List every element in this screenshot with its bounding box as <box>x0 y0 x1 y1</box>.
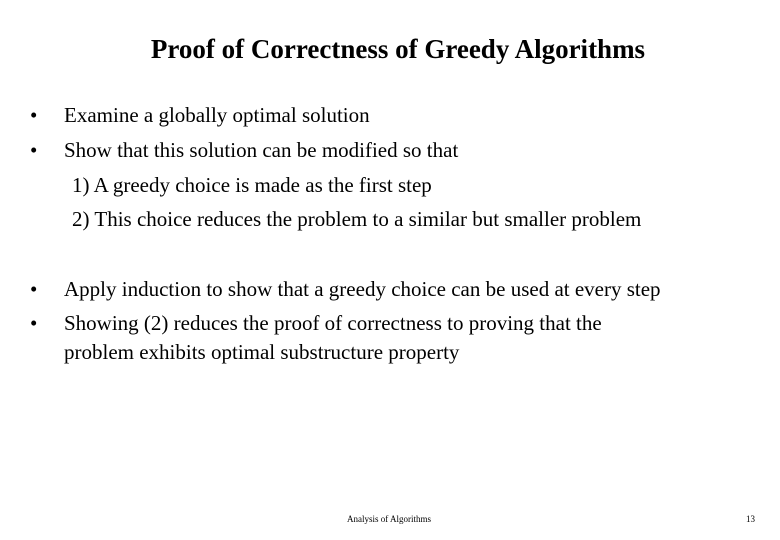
bullet-marker: • <box>30 138 38 162</box>
bullet-marker: • <box>30 311 38 335</box>
bullet-continuation: problem exhibits optimal substructure property <box>64 340 460 364</box>
slide-title: Proof of Correctness of Greedy Algorithms <box>150 34 646 64</box>
bullet-marker: • <box>30 277 38 301</box>
bullet-text: Apply induction to show that a greedy choice can be used at every step <box>64 277 661 301</box>
footer-label: Analysis of Algorithms <box>347 514 432 524</box>
sub-item: 2) This choice reduces the problem to a similar but smaller problem <box>72 207 642 231</box>
bullet-text: Examine a globally optimal solution <box>64 103 370 127</box>
page-number: 13 <box>746 514 755 524</box>
bullet-marker: • <box>30 103 38 127</box>
bullet-text: Showing (2) reduces the proof of correctness to proving that the <box>64 311 602 335</box>
bullet-text: Show that this solution can be modified so that <box>64 138 459 162</box>
sub-item: 1) A greedy choice is made as the first step <box>72 173 432 197</box>
